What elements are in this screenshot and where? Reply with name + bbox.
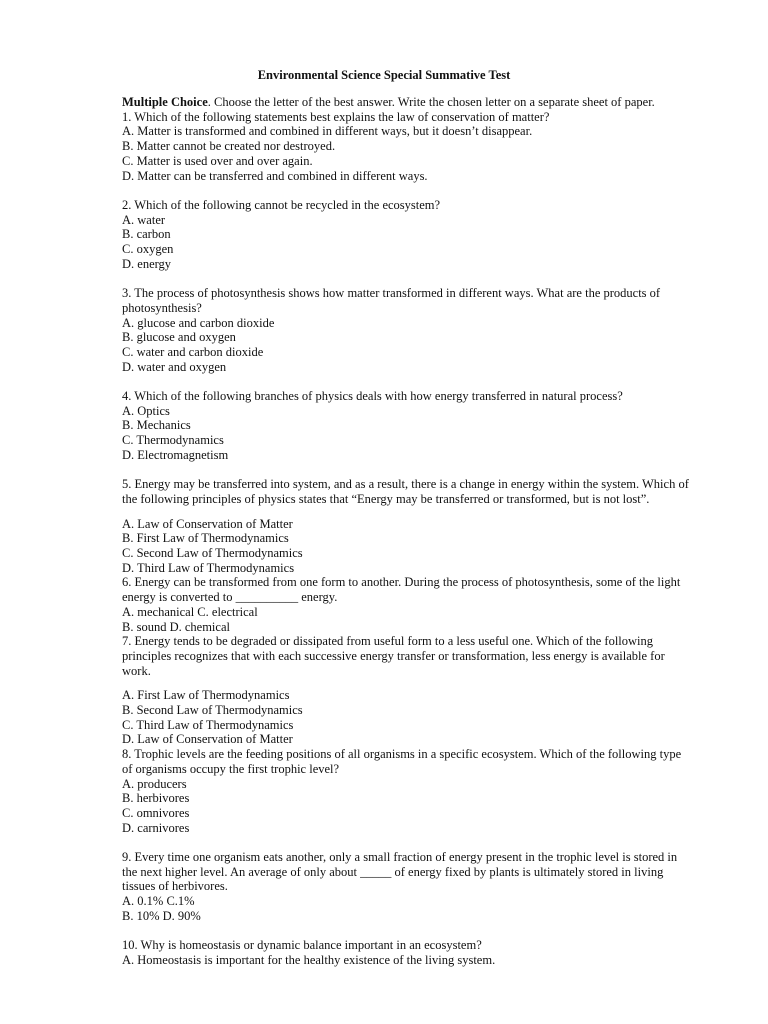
- question-stem-cont: photosynthesis?: [122, 300, 202, 315]
- choice-d: D. water and oxygen: [122, 359, 227, 374]
- question-1: [122, 110, 692, 184]
- choice-c: C. water and carbon dioxide: [122, 344, 264, 359]
- choice-a: A. Homeostasis is important for the healthy existence of the living system.: [122, 952, 496, 967]
- instructions: [122, 95, 692, 110]
- choice-a-c: A. mechanical C. electrical: [122, 604, 258, 619]
- question-stem: 3. The process of photosynthesis shows how matter transformed in different ways. What are the products of: [122, 286, 661, 301]
- choice-a: A. First Law of Thermodynamics: [122, 688, 290, 703]
- choice-c: C. Third Law of Thermodynamics: [122, 717, 294, 732]
- choice-c: C. Matter is used over and over again.: [122, 153, 313, 168]
- choice-b: B. herbivores: [122, 791, 190, 806]
- question-stem-cont: principles recognizes that with each successive energy transfer or transformation, less energy is available for: [122, 648, 665, 663]
- question-stem: 2. Which of the following cannot be recycled in the ecosystem?: [122, 197, 441, 212]
- choice-c: C. oxygen: [122, 242, 174, 257]
- instructions-label: Multiple Choice: [122, 95, 208, 109]
- question-stem: 10. Why is homeostasis or dynamic balance important in an ecosystem?: [122, 938, 482, 953]
- test-content: [122, 95, 692, 968]
- question-6: [122, 575, 692, 634]
- question-4: [122, 389, 692, 463]
- choice-d: D. Matter can be transferred and combined in different ways.: [122, 168, 428, 183]
- choice-d: D. energy: [122, 256, 172, 271]
- choice-b: B. glucose and oxygen: [122, 330, 236, 345]
- question-stem-cont: work.: [122, 663, 151, 678]
- choice-c: C. Second Law of Thermodynamics: [122, 546, 303, 561]
- choice-b: B. carbon: [122, 227, 171, 242]
- choice-d: D. Electromagnetism: [122, 447, 229, 462]
- question-stem: 7. Energy tends to be degraded or dissipated from useful form to a less useful one. Which of the following: [122, 634, 654, 649]
- question-stem: 1. Which of the following statements best explains the law of conservation of matter?: [122, 109, 550, 124]
- question-5: [122, 477, 692, 575]
- question-10: [122, 938, 692, 967]
- question-8: [122, 747, 692, 835]
- choice-a-c: A. 0.1% C.1%: [122, 894, 195, 909]
- question-3: [122, 286, 692, 374]
- instructions-text: . Choose the letter of the best answer. Write the chosen letter on a separate sheet of paper.: [207, 95, 655, 109]
- question-stem: 6. Energy can be transformed from one form to another. During the process of photosynthesis, some of the light: [122, 575, 681, 590]
- choice-d: D. carnivores: [122, 820, 190, 835]
- choice-a: A. water: [122, 212, 166, 227]
- choice-b: B. Second Law of Thermodynamics: [122, 703, 303, 718]
- question-stem-cont: the next higher level. An average of only about _____ of energy fixed by plants is ultimately stored in living: [122, 864, 664, 879]
- choice-c: C. Thermodynamics: [122, 433, 224, 448]
- question-9: [122, 850, 692, 924]
- question-stem-cont: tissues of herbivores.: [122, 879, 228, 894]
- question-stem: 5. Energy may be transferred into system, and as a result, there is a change in energy within the system. Which of: [122, 477, 689, 492]
- question-stem-cont: the following principles of physics states that “Energy may be transferred or transformed, but is not lost”.: [122, 491, 650, 506]
- choice-a: A. glucose and carbon dioxide: [122, 315, 275, 330]
- choice-b: B. Matter cannot be created nor destroyed.: [122, 139, 336, 154]
- question-2: [122, 198, 692, 272]
- choice-a: A. Optics: [122, 403, 170, 418]
- choice-d: D. Third Law of Thermodynamics: [122, 560, 295, 575]
- choice-b-d: B. 10% D. 90%: [122, 908, 201, 923]
- choice-b: B. First Law of Thermodynamics: [122, 531, 289, 546]
- question-7: [122, 634, 692, 747]
- choice-b-d: B. sound D. chemical: [122, 619, 230, 634]
- choice-b: B. Mechanics: [122, 418, 191, 433]
- choice-a: A. Law of Conservation of Matter: [122, 516, 293, 531]
- choice-a: A. producers: [122, 776, 187, 791]
- page-title: Environmental Science Special Summative Test: [257, 68, 511, 82]
- choice-c: C. omnivores: [122, 805, 190, 820]
- question-stem-cont: of organisms occupy the first trophic level?: [122, 761, 340, 776]
- choice-a: A. Matter is transformed and combined in different ways, but it doesn’t disappear.: [122, 124, 533, 139]
- question-stem: 9. Every time one organism eats another, only a small fraction of energy present in the trophic level is stored in: [122, 850, 678, 865]
- question-stem: 4. Which of the following branches of physics deals with how energy transferred in natural process?: [122, 389, 623, 404]
- question-stem: 8. Trophic levels are the feeding positions of all organisms in a specific ecosystem. Which of the following type: [122, 747, 682, 762]
- choice-d: D. Law of Conservation of Matter: [122, 732, 293, 747]
- question-stem-cont: energy is converted to __________ energy.: [122, 590, 338, 605]
